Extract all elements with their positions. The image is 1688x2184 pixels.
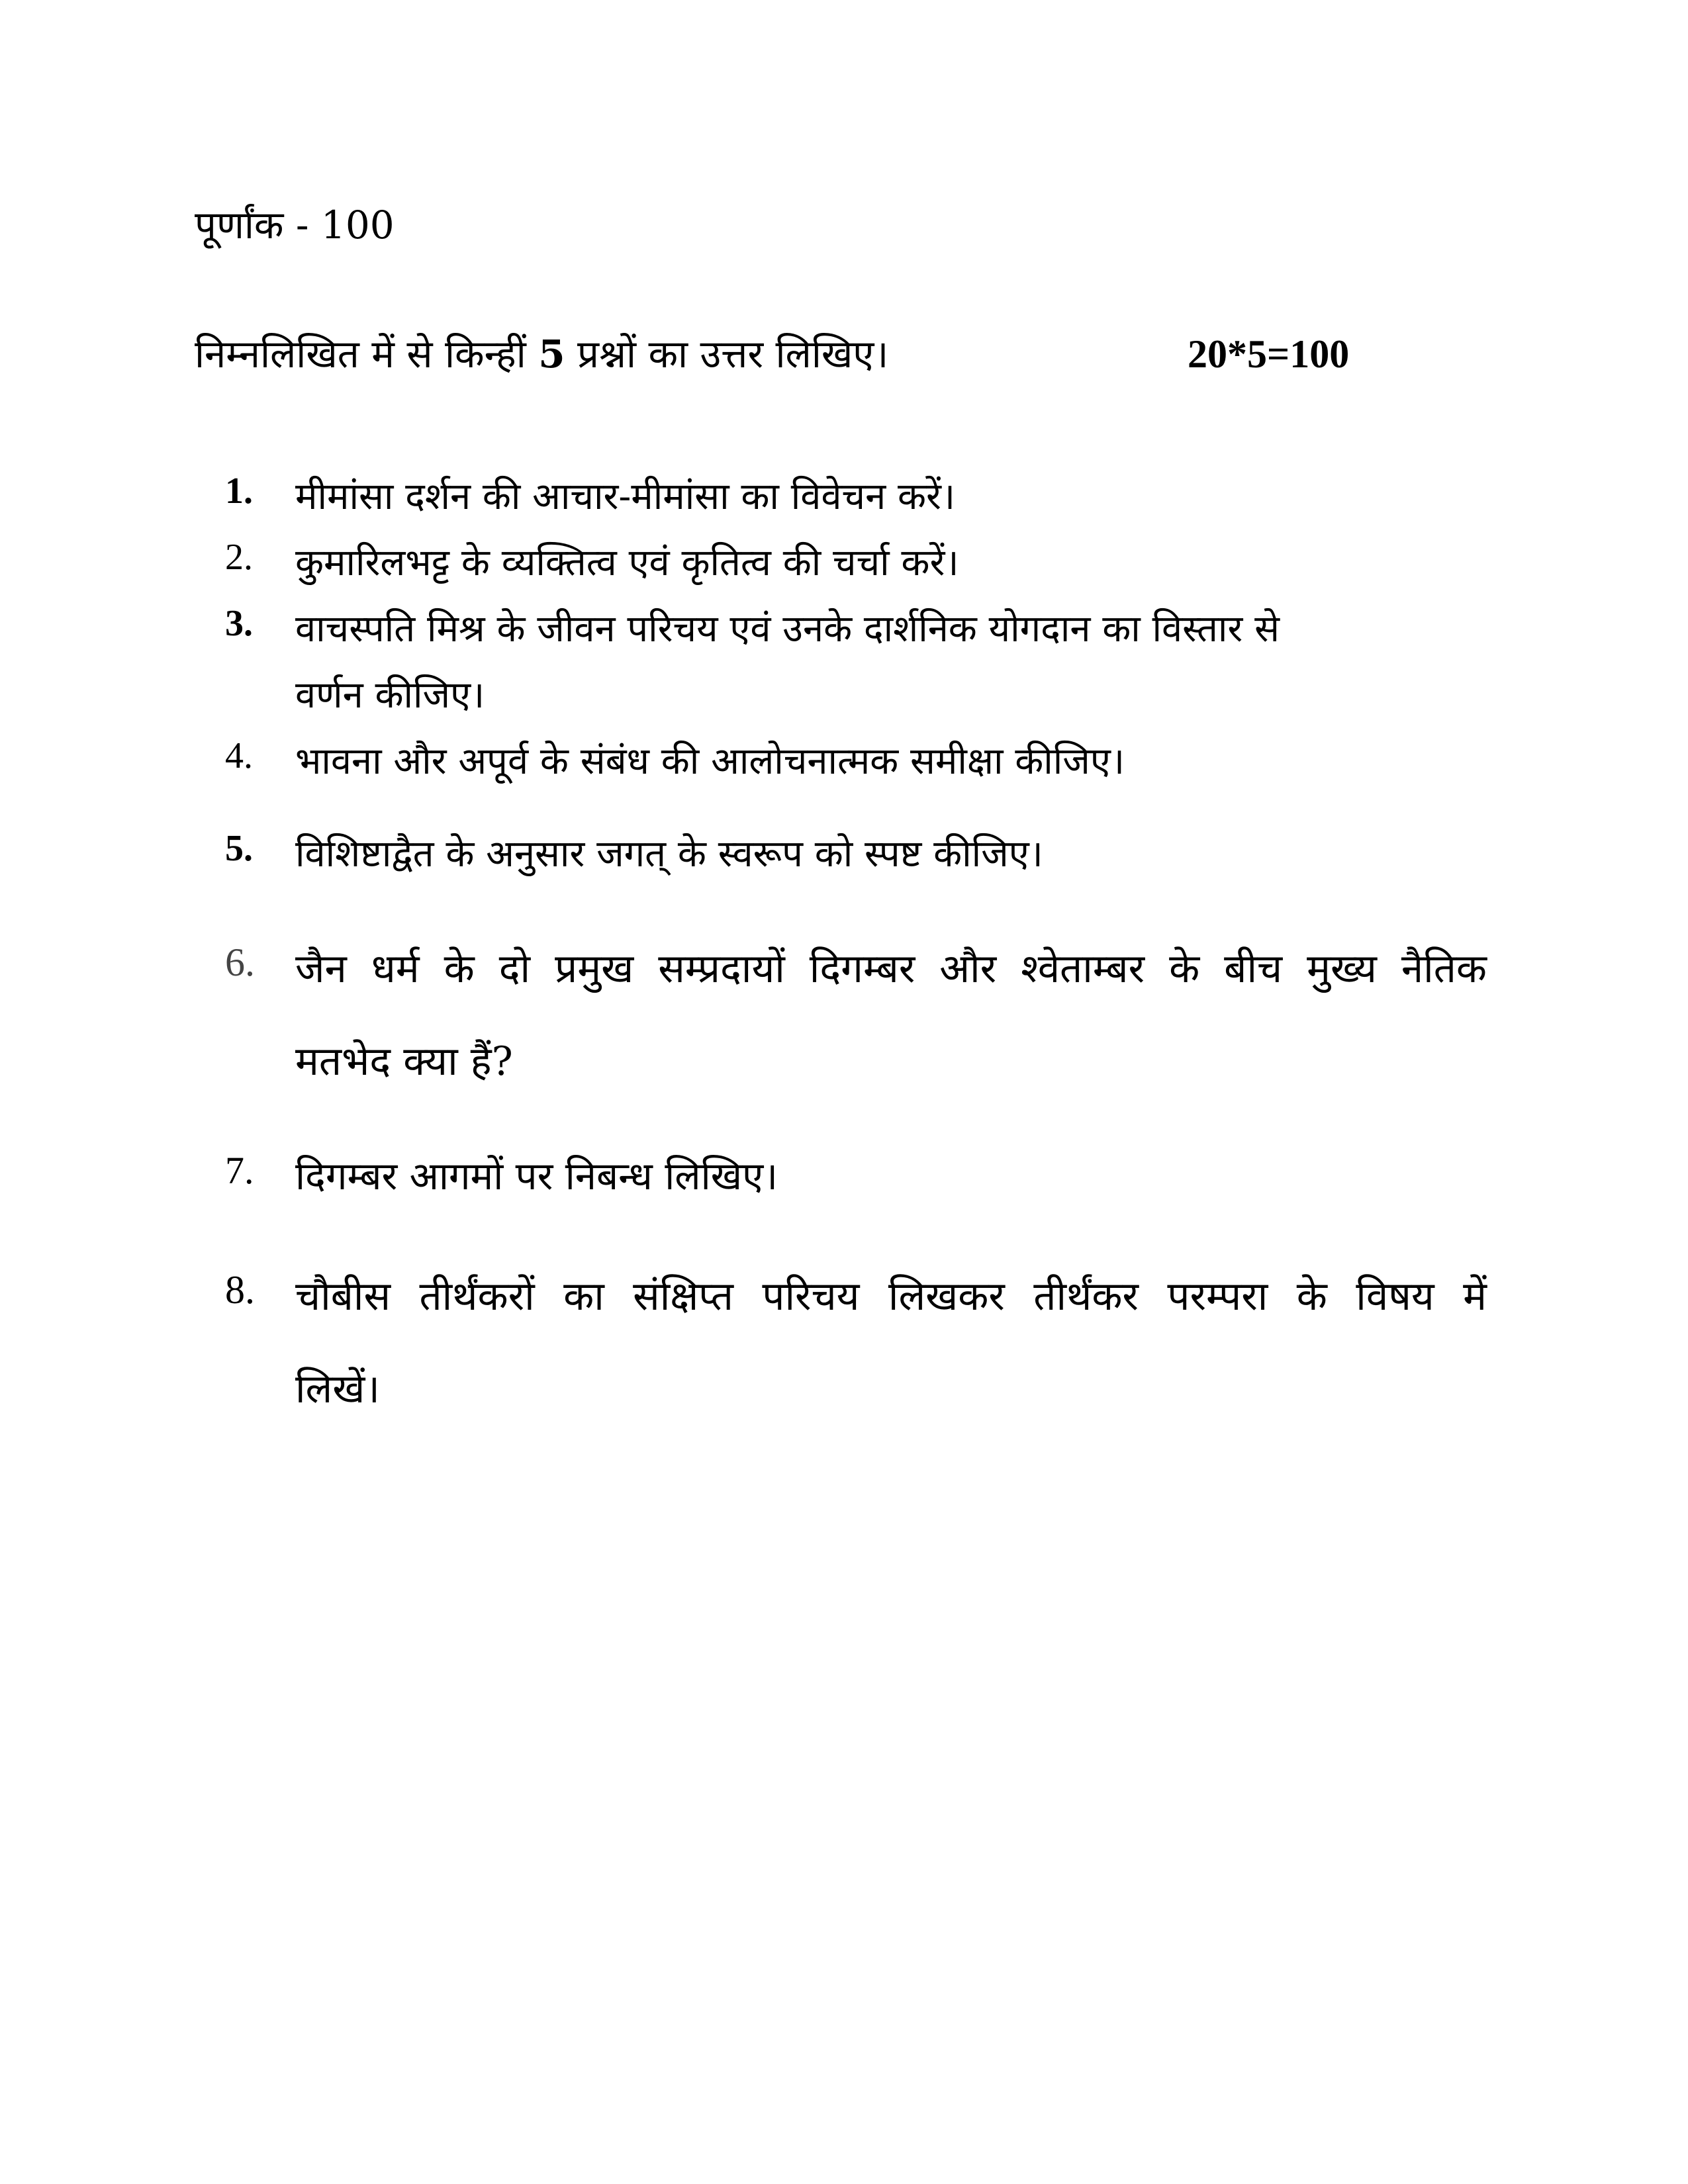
marks-scheme: 20*5=100: [1188, 332, 1350, 376]
instruction-prefix: निम्नलिखित में से किन्हीं: [195, 332, 539, 377]
question-number: 1.: [225, 471, 253, 512]
question-text: कुमारिलभट्ट के व्यक्तित्व एवं कृतित्व की चर्चा करें।: [295, 541, 959, 584]
question-number: 5.: [225, 828, 253, 869]
question-text: वाचस्पति मिश्र के जीवन परिचय एवं उनके दार्शनिक योगदान का विस्तार से: [295, 608, 1280, 651]
question-number: 3.: [225, 603, 253, 644]
question-number: 6.: [225, 940, 255, 984]
instruction-count: 5: [538, 332, 565, 377]
question-number: 7.: [225, 1149, 254, 1192]
question-text: चौबीस तीर्थंकरों का संक्षिप्त परिचय लिखकर तीर्थंकर परम्परा के विषय में: [295, 1273, 1487, 1320]
question-number: 4.: [225, 735, 253, 776]
question-text: मीमांसा दर्शन की आचार-मीमांसा का विवेचन करें।: [295, 475, 956, 518]
question-text-continuation: वर्णन कीजिए।: [295, 674, 485, 717]
question-text: विशिष्टाद्वैत के अनुसार जगत् के स्वरूप को स्पष्ट कीजिए।: [295, 833, 1043, 876]
instruction-row: [195, 324, 1386, 384]
instruction-suffix: प्रश्नों का उत्तर लिखिए।: [565, 332, 889, 377]
max-marks-label: पूर्णांक - 100: [195, 203, 395, 248]
question-text-continuation: लिखें।: [295, 1366, 381, 1412]
question-text-continuation: मतभेद क्या हैं?: [295, 1038, 513, 1085]
question-text: दिगम्बर आगमों पर निबन्ध लिखिए।: [295, 1154, 778, 1199]
instruction-text: [195, 324, 888, 384]
question-text: जैन धर्म के दो प्रमुख सम्प्रदायों दिगम्बर और श्वेताम्बर के बीच मुख्य नैतिक: [295, 946, 1487, 992]
question-number: 8.: [225, 1268, 255, 1312]
question-number: 2.: [225, 537, 253, 578]
question-text: भावना और अपूर्व के संबंध की आलोचनात्मक समीक्षा कीजिए।: [295, 740, 1125, 783]
